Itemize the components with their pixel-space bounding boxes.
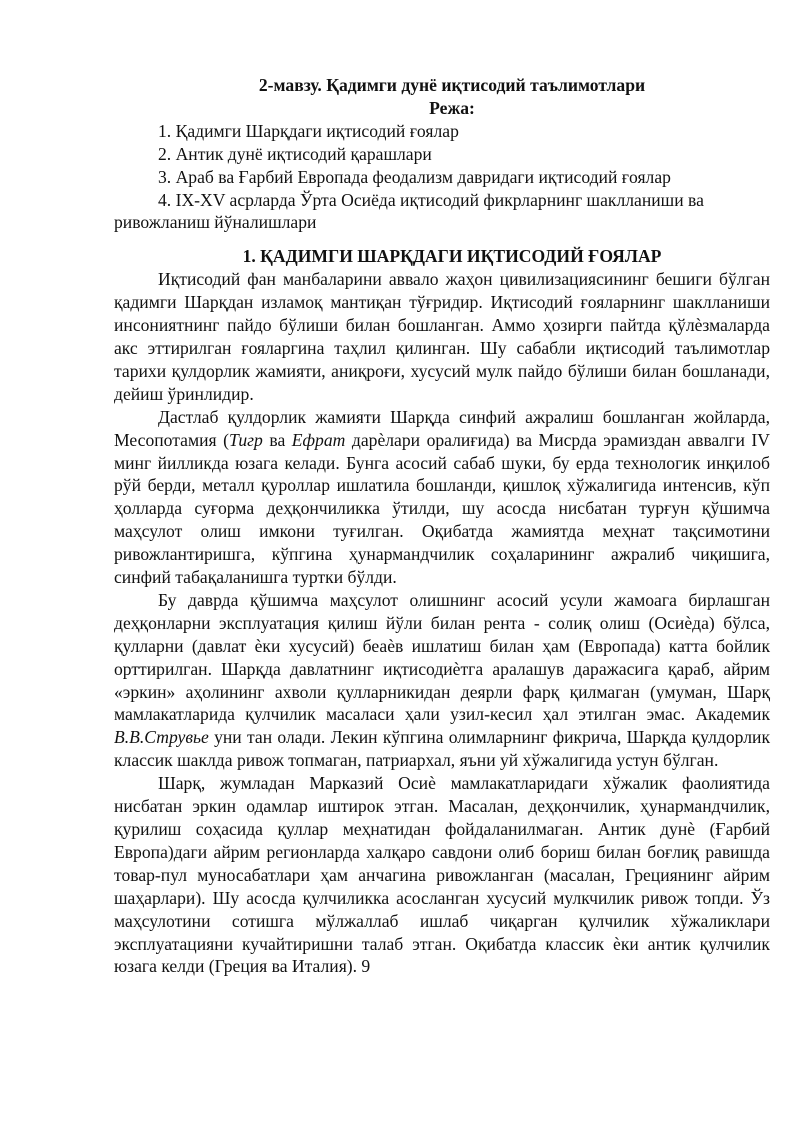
document-page: [114, 74, 770, 978]
italic-term-tigris: Тигр: [229, 429, 263, 450]
paragraph-text: ва: [262, 429, 292, 450]
section-heading: 1. ҚАДИМГИ ШАРҚДАГИ ИҚТИСОДИЙ ҒОЯЛАР: [242, 246, 662, 267]
page-title: 2-мавзу. Қадимги дунё иқтисодий таълимотлари: [258, 75, 646, 95]
paragraph-3: [114, 589, 770, 772]
plan-list: [114, 120, 770, 235]
plan-item: 4. IX-XV асрларда Ўрта Осиёда иқтисодий фикрларнинг шаклланиши ва ривожланиш йўналишлари: [114, 189, 704, 233]
plan-item: 2. Антик дунё иқтисодий қарашлари: [158, 143, 432, 164]
plan-heading: Режа:: [429, 97, 475, 118]
plan-item: 1. Қадимги Шарқдаги иқтисодий ғоялар: [158, 120, 459, 141]
paragraph-1: Иқтисодий фан манбаларини аввало жаҳон цивилизациясининг бешиги бўлган қадимги Шарқдан изламоқ мантиқан тўғридир. Иқтисодий ғояларнинг шаклланиши инсониятнинг пайдо бўлиши билан бошланган. Аммо ҳозирги пайтда қўлѐзмаларда акс эттирилган ғояларгина таҳлил қилинган. Шу сабабли иқтисодий таълимотлар тарихи қулдорлик жамияти, аниқроғи, хусусий мулк пайдо бўлиши билан бошланади, дейиш ўринлидир.: [114, 269, 770, 404]
paragraph-text: уни тан олади. Лекин кўпгина олимларнинг фикрича, Шарқда қулдорлик классик шаклда ривож топмаган, патриархал, яъни уй хўжалигида устун бўлган.: [114, 727, 770, 771]
paragraph-2: [114, 406, 770, 589]
paragraph-4: Шарқ, жумладан Марказий Осиѐ мамлакатларидаги хўжалик фаолиятида нисбатан эркин одамлар иштирок этган. Масалан, деҳқончилик, ҳунармандчилик, қурилиш соҳасида қуллар меҳнатидан фойдаланилмаган. Антик дунѐ (Ғарбий Европа)даги айрим регионларда халқаро савдони олиб бориш билан боғлиқ равишда товар-пул муносабатлари ҳам анчагина ривожланган (масалан, Грециянинг айрим шаҳарлари). Шу асосда қулчиликка асосланган хусусий мулкчилик ривож топди. Ўз маҳсулотини сотишга мўлжаллаб ишлаб чиқарган қулчилик хўжаликлари эксплуатацияни кучайтиришни талаб этган. Оқибатда классик ѐки антик қулчилик юзага келди (Греция ва Италия). 9: [114, 773, 770, 977]
paragraph-text: Бу даврда қўшимча маҳсулот олишнинг асосий усули жамоага бирлашган деҳқонларни эксплуатация қилиш йўли билан рента - солиқ олиш (Осиѐда) бўлса, қулларни (давлат ѐки хусусий) беаѐв ишлатиш билан ҳам (Европада) катта бойлик орттирилган. Шарқда давлатнинг иқтисодиѐтга аралашув даражасига қараб, айрим «эркин» аҳолининг ахволи қулларникидан деярли фарқ қилмаган (умуман, Шарқ мамлакатларида қулчилик масаласи ҳали узил-кесил ҳал этилган эмас. Академик: [114, 589, 770, 725]
paragraph-text: Дастлаб қулдорлик жамияти Шарқда синфий ажралиш бошланган жойларда, Месопотамия (: [114, 406, 770, 450]
italic-name-struve: В.В.Струвье: [114, 727, 209, 748]
paragraph-text: дарѐлари оралиғида) ва Мисрда эрамиздан аввалги IV минг йилликда юзага келади. Бунга асосий сабаб шуки, бу ерда технологик инқилоб рўй берди, металл қуроллар ишлатила бошланди, қишлоқ хўжалигида интенсив, кўп ҳолларда суғорма деҳқончиликка ўтилди, шу асосда нисбатан турғун қўшимча маҳсулот олиш имкони туғилган. Оқибатда жамиятда меҳнат тақсимотини ривожлантиришга, кўпгина ҳунармандчилик соҳаларининг ажралиб чиқишига, синфий табақаланишга туртки бўлди.: [114, 429, 770, 588]
italic-term-euphrates: Ефрат: [291, 429, 346, 450]
plan-item: 3. Араб ва Ғарбий Европада феодализм давридаги иқтисодий ғоялар: [158, 166, 671, 187]
